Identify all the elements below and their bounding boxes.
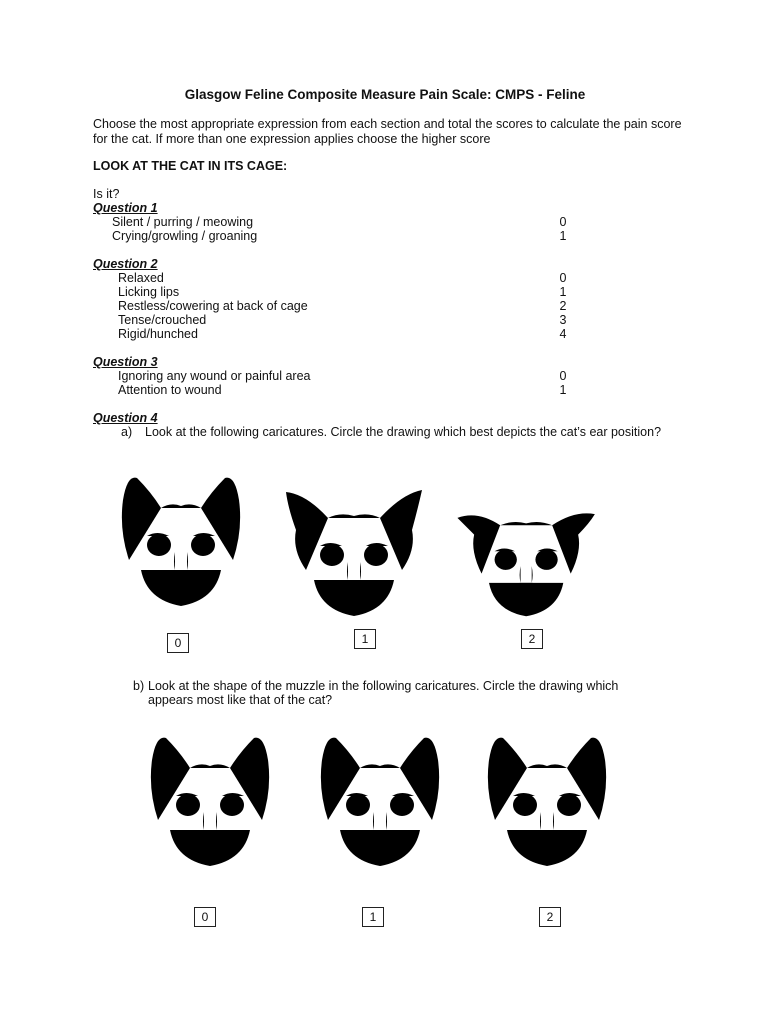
cat-ears-apart-drawing[interactable] xyxy=(278,480,433,625)
q4b-text: Look at the shape of the muzzle in the following caricatures. Circle the drawing which appears most like that of the cat? xyxy=(148,679,619,707)
q4b-marker: b) xyxy=(133,679,145,693)
q2-option-text: Relaxed xyxy=(118,271,164,285)
q1-option-text: Crying/growling / groaning xyxy=(112,229,258,243)
cat-muzzle-relaxed-drawing[interactable] xyxy=(140,730,280,870)
q2-option-score: 2 xyxy=(559,299,567,313)
q3-option-score: 0 xyxy=(559,369,567,383)
q4a-score-box[interactable]: 1 xyxy=(354,629,376,649)
cat-ears-flat-drawing[interactable] xyxy=(448,490,608,620)
cat-muzzle-mild-drawing[interactable] xyxy=(310,730,450,870)
q4a-text: Look at the following caricatures. Circle the drawing which best depicts the cat’s ear position? xyxy=(145,425,662,439)
cat-ears-up-drawing[interactable] xyxy=(105,470,255,620)
q1-option-text: Silent / purring / meowing xyxy=(112,215,254,229)
question-3-label: Question 3 xyxy=(93,355,158,369)
q3-option-score: 1 xyxy=(559,383,567,397)
q4b-score-box[interactable]: 2 xyxy=(539,907,561,927)
question-2-label: Question 2 xyxy=(93,257,158,271)
q2-option-score: 4 xyxy=(559,327,567,341)
q4a-score-box[interactable]: 0 xyxy=(167,633,189,653)
q2-option-text: Restless/cowering at back of cage xyxy=(118,299,308,313)
is-it-label: Is it? xyxy=(93,187,120,201)
section-heading: LOOK AT THE CAT IN ITS CAGE: xyxy=(93,159,288,173)
q2-option-text: Rigid/hunched xyxy=(118,327,198,341)
q4a-score-box[interactable]: 2 xyxy=(521,629,543,649)
cat-muzzle-tense-drawing[interactable] xyxy=(482,730,612,870)
q3-option-text: Ignoring any wound or painful area xyxy=(118,369,311,383)
q2-option-text: Tense/crouched xyxy=(118,313,207,327)
question-1-label: Question 1 xyxy=(93,201,158,215)
q1-option-score: 1 xyxy=(559,229,567,243)
intro-text: Choose the most appropriate expression from each section and total the scores to calculate the pain score for the cat. If more than one expression applies choose the higher score xyxy=(93,117,682,146)
q2-option-text: Licking lips xyxy=(118,285,180,299)
q2-option-score: 0 xyxy=(559,271,567,285)
q3-option-text: Attention to wound xyxy=(118,383,222,397)
page-title: Glasgow Feline Composite Measure Pain Scale: CMPS - Feline xyxy=(184,87,586,102)
q1-option-score: 0 xyxy=(559,215,567,229)
q4b-score-box[interactable]: 1 xyxy=(362,907,384,927)
question-4-label: Question 4 xyxy=(93,411,158,425)
q4a-marker: a) xyxy=(121,425,133,439)
q4b-score-box[interactable]: 0 xyxy=(194,907,216,927)
q2-option-score: 1 xyxy=(559,285,567,299)
q2-option-score: 3 xyxy=(559,313,567,327)
